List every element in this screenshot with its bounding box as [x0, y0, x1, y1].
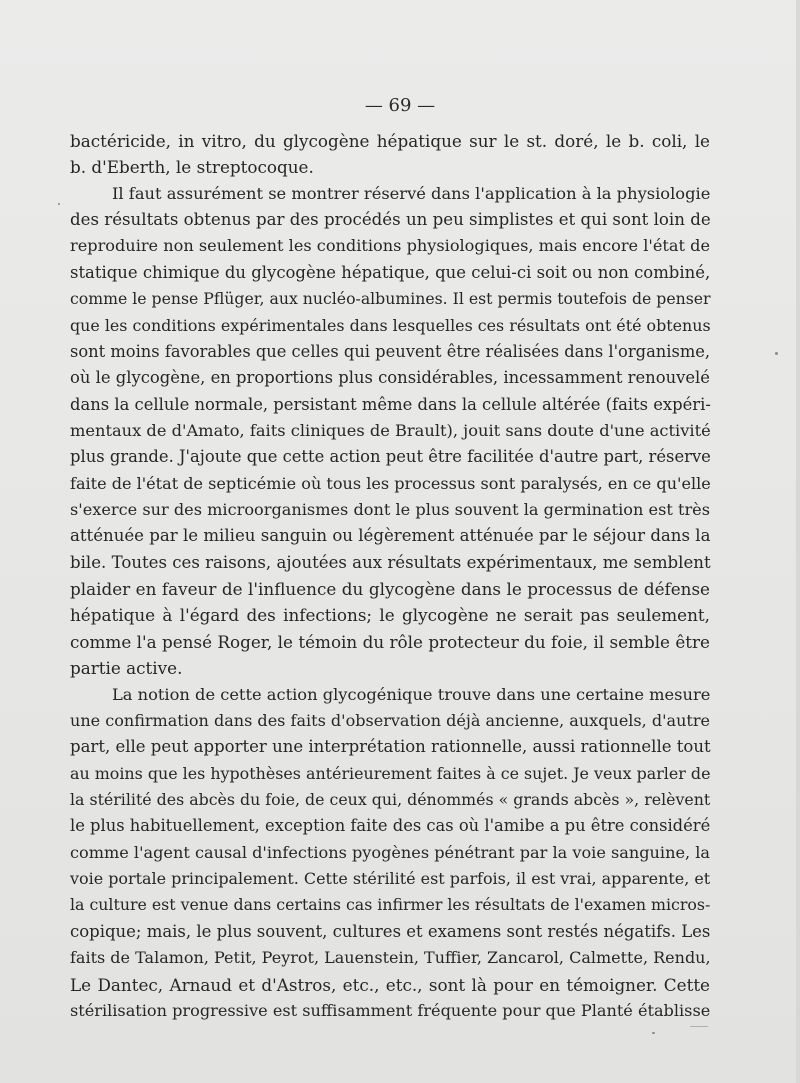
text-line: partie active. — [70, 658, 183, 679]
text-line: sont moins favorables que celles qui peuvent être réalisées dans l'organisme, — [70, 341, 711, 361]
text-line: plus grande. J'ajoute que cette action peut être facilitée d'autre part, réserve — [70, 447, 711, 467]
text-line: hépatique à l'égard des infections; le glycogène ne serait pas seulement, — [70, 605, 710, 626]
text-line: faits de Talamon, Petit, Peyrot, Lauenstein, Tuffier, Zancarol, Calmette, Rendu, — [70, 948, 711, 968]
text-line: comme l'agent causal d'infections pyogènes pénétrant par la voie sanguine, la — [70, 842, 710, 862]
text-line: voie portale principalement. Cette stérilité est parfois, il est vrai, apparente, et — [70, 869, 711, 889]
scan-speck — [58, 203, 60, 205]
text-line: b. d'Eberth, le streptocoque. — [70, 157, 314, 178]
text-line: comme l'a pensé Roger, le témoin du rôle protecteur du foie, il semble être — [70, 631, 710, 652]
text-line: la stérilité des abcès du foie, de ceux qui, dénommés « grands abcès », relèvent — [70, 789, 711, 809]
text-line: copique; mais, le plus souvent, cultures et examens sont restés négatifs. Les — [70, 921, 711, 941]
text-line: atténuée par le milieu sanguin ou légèrement atténuée par le séjour dans la — [70, 526, 711, 546]
paragraph-3 — [70, 682, 710, 1025]
text-line: où le glycogène, en proportions plus considérables, incessamment renouvelé — [70, 368, 710, 388]
text-line: reproduire non seulement les conditions physiologiques, mais encore l'état de — [70, 236, 710, 256]
paragraph-2 — [70, 181, 710, 682]
text-line: une confirmation dans des faits d'observation déjà ancienne, auxquels, d'autre — [70, 710, 710, 730]
text-line: stérilisation progressive est suffisamment fréquente pour que Planté établisse — [70, 1000, 711, 1020]
scan-speck — [652, 1032, 655, 1034]
text-line: statique chimique du glycogène hépatique, que celui-ci soit ou non combiné, — [70, 262, 711, 282]
text-line: comme le pense Pflüger, aux nucléo-albumines. Il est permis toutefois de penser — [70, 289, 711, 309]
text-line: Le Dantec, Arnaud et d'Astros, etc., etc., sont là pour en témoigner. Cette — [70, 974, 710, 995]
page-number-header: — 69 — — [364, 95, 436, 116]
text-line: plaider en faveur de l'influence du glycogène dans le processus de défense — [70, 579, 710, 600]
text-line: bile. Toutes ces raisons, ajoutées aux résultats expérimentaux, me semblent — [70, 552, 711, 572]
body-text — [70, 128, 710, 1024]
text-line: part, elle peut apporter une interprétation rationnelle, aussi rationnelle tout — [70, 737, 711, 757]
text-line: la culture est venue dans certains cas infirmer les résultats de l'examen micros- — [70, 895, 711, 915]
text-line: Il faut assurément se montrer réservé dans l'application à la physiologie — [112, 183, 711, 203]
text-line: bactéricide, in vitro, du glycogène hépatique sur le st. doré, le b. coli, le — [70, 131, 710, 151]
text-line: que les conditions expérimentales dans lesquelles ces résultats ont été obtenus — [70, 315, 711, 335]
text-line: des résultats obtenus par des procédés un peu simplistes et qui sont loin de — [70, 210, 711, 230]
text-line: mentaux de d'Amato, faits cliniques de Brault), jouit sans doute d'une activité — [70, 420, 711, 440]
text-line: s'exerce sur des microorganismes dont le plus souvent la germination est très — [70, 500, 710, 520]
text-line: au moins que les hypothèses antérieurement faites à ce sujet. Je veux parler de — [70, 763, 711, 783]
scan-speck — [775, 352, 778, 355]
text-line: faite de l'état de septicémie où tous les processus sont paralysés, en ce qu'elle — [70, 473, 711, 493]
scan-speck — [690, 1026, 708, 1027]
scan-edge — [796, 0, 800, 1083]
text-line: dans la cellule normale, persistant même dans la cellule altérée (faits expéri- — [70, 394, 711, 414]
paragraph-1 — [70, 128, 710, 181]
text-line: le plus habituellement, exception faite des cas où l'amibe a pu être considéré — [70, 816, 711, 836]
text-line: La notion de cette action glycogénique trouve dans une certaine mesure — [112, 684, 711, 704]
